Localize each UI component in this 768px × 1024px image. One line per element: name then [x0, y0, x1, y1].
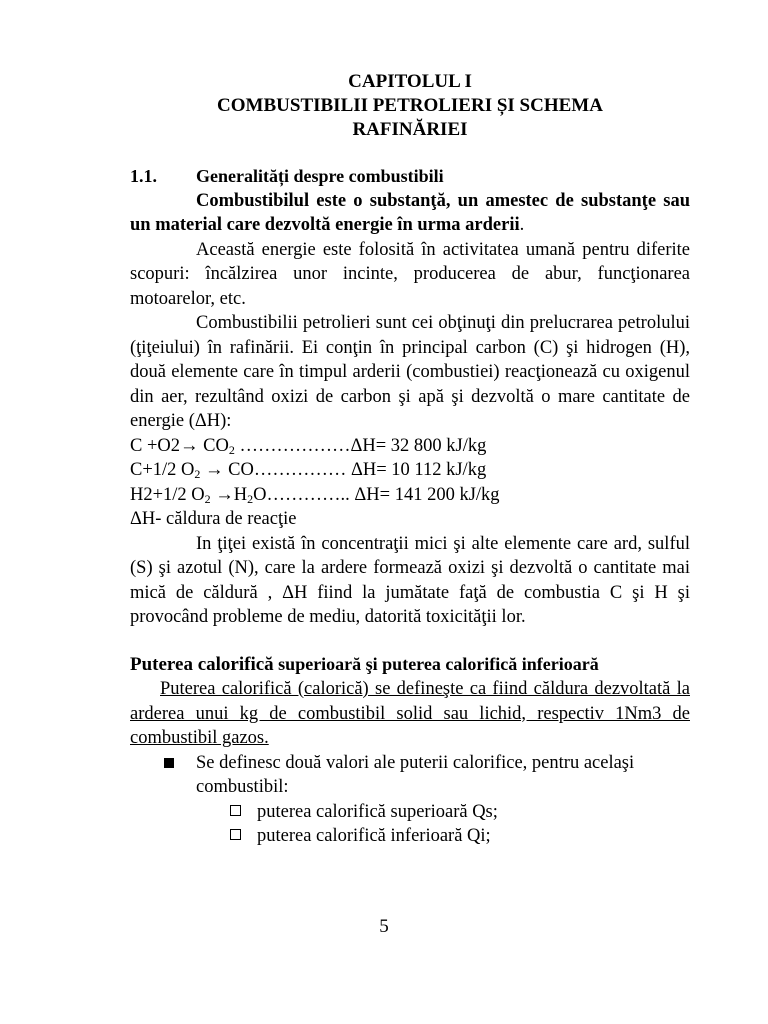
- bullet-list: [130, 751, 690, 800]
- eq3-right: O………….. ΔH= 141 200 kJ/kg: [253, 484, 500, 505]
- chapter-title-line2: COMBUSTIBILII PETROLIERI ȘI SCHEMA: [217, 95, 603, 116]
- paragraph-definition-end: .: [519, 215, 525, 235]
- section-heading: [130, 164, 690, 189]
- paragraph-other-elements: In ţiţei există în concentraţii mici şi alte elemente care ard, sulful (S) şi azotul (N), care la ardere formează oxizi şi dezvoltă o cantitate mai mică de căldură , ΔH fiind la jumătate faţă de combustia C şi H şi provocând probleme de mediu, datorită toxicităţii lor.: [130, 533, 690, 627]
- eq3-left: H2+1/2 O: [130, 484, 205, 505]
- paragraph-definition-text: Combustibilul este o substanţă, un amestec de substanţe sau un material care dezvoltă energie în urma arderii: [130, 190, 690, 235]
- chapter-title: [130, 70, 690, 142]
- paragraph-energy-use: Această energie este folosită în activitatea umană pentru diferite scopuri: încălzirea unor incinte, producerea de abur, funcţionarea motoarelor, etc.: [130, 239, 690, 309]
- paragraph-petroleum-fuels: Combustibilii petrolieri sunt cei obţinuţi din prelucrarea petrolului (ţiţeiului) în rafinării. Ei conţin în principal carbon (C) şi hidrogen (H), două elemente care în timpul arderii (combustiei) reacţionează cu oxigenul din aer, rezultând oxizi de carbon şi apă şi dezvoltă o mare cantitate de energie (ΔH):: [130, 313, 690, 431]
- equation-water: [130, 483, 690, 508]
- heading-calorific-power-part1: Puterea calorifică: [130, 653, 274, 675]
- eq1-right: ………………ΔH= 32 800 kJ/kg: [234, 435, 487, 456]
- eq2-left: C+1/2 O: [130, 460, 195, 480]
- chapter-title-line3: RAFINĂRIEI: [352, 119, 468, 140]
- sub-bullet-text: puterea calorifică inferioară Qi;: [257, 826, 491, 846]
- square-bullet-icon: [164, 758, 174, 768]
- section-title: Generalități despre combustibili: [196, 166, 444, 186]
- section-number: 1.1.: [130, 166, 157, 186]
- page-number: 5: [379, 916, 389, 937]
- eq3-mid: →H: [210, 484, 248, 505]
- chapter-title-line1: CAPITOLUL I: [348, 71, 472, 92]
- eq2-right: → CO…………… ΔH= 10 112 kJ/kg: [200, 460, 487, 480]
- eq1-left: C +O2→ CO: [130, 435, 229, 456]
- delta-h-definition: ΔH- căldura de reacţie: [130, 509, 297, 529]
- eq2-sub: 2: [194, 467, 201, 481]
- eq3-sub1: 2: [204, 491, 211, 506]
- page-content: [130, 70, 690, 849]
- list-item: [130, 751, 690, 800]
- bullet-text: Se definesc două valori ale puterii calorifice, pentru acelaşi combustibil:: [196, 752, 635, 797]
- checkbox-bullet-icon: [230, 829, 241, 840]
- list-item: [130, 824, 690, 849]
- eq3-sub2: 2: [247, 491, 254, 506]
- checkbox-bullet-icon: [230, 805, 241, 816]
- sub-bullet-text: puterea calorifică superioară Qs;: [257, 801, 498, 822]
- eq1-sub: 2: [228, 442, 235, 457]
- heading-calorific-power: [130, 652, 690, 678]
- sub-bullet-list: [130, 800, 690, 849]
- paragraph-definition: [130, 189, 690, 238]
- paragraph-calorific-definition: Puterea calorifică (calorică) se defineşte ca fiind căldura dezvoltată la arderea unui kg de combustibil solid sau lichid, respectiv 1Nm3 de combustibil gazos.: [130, 679, 690, 748]
- equation-carbon-monoxide: [130, 458, 690, 483]
- heading-calorific-power-part2: superioară şi puterea calorifică inferioară: [273, 653, 599, 674]
- list-item: [130, 800, 690, 825]
- equation-carbon-dioxide: [130, 434, 690, 459]
